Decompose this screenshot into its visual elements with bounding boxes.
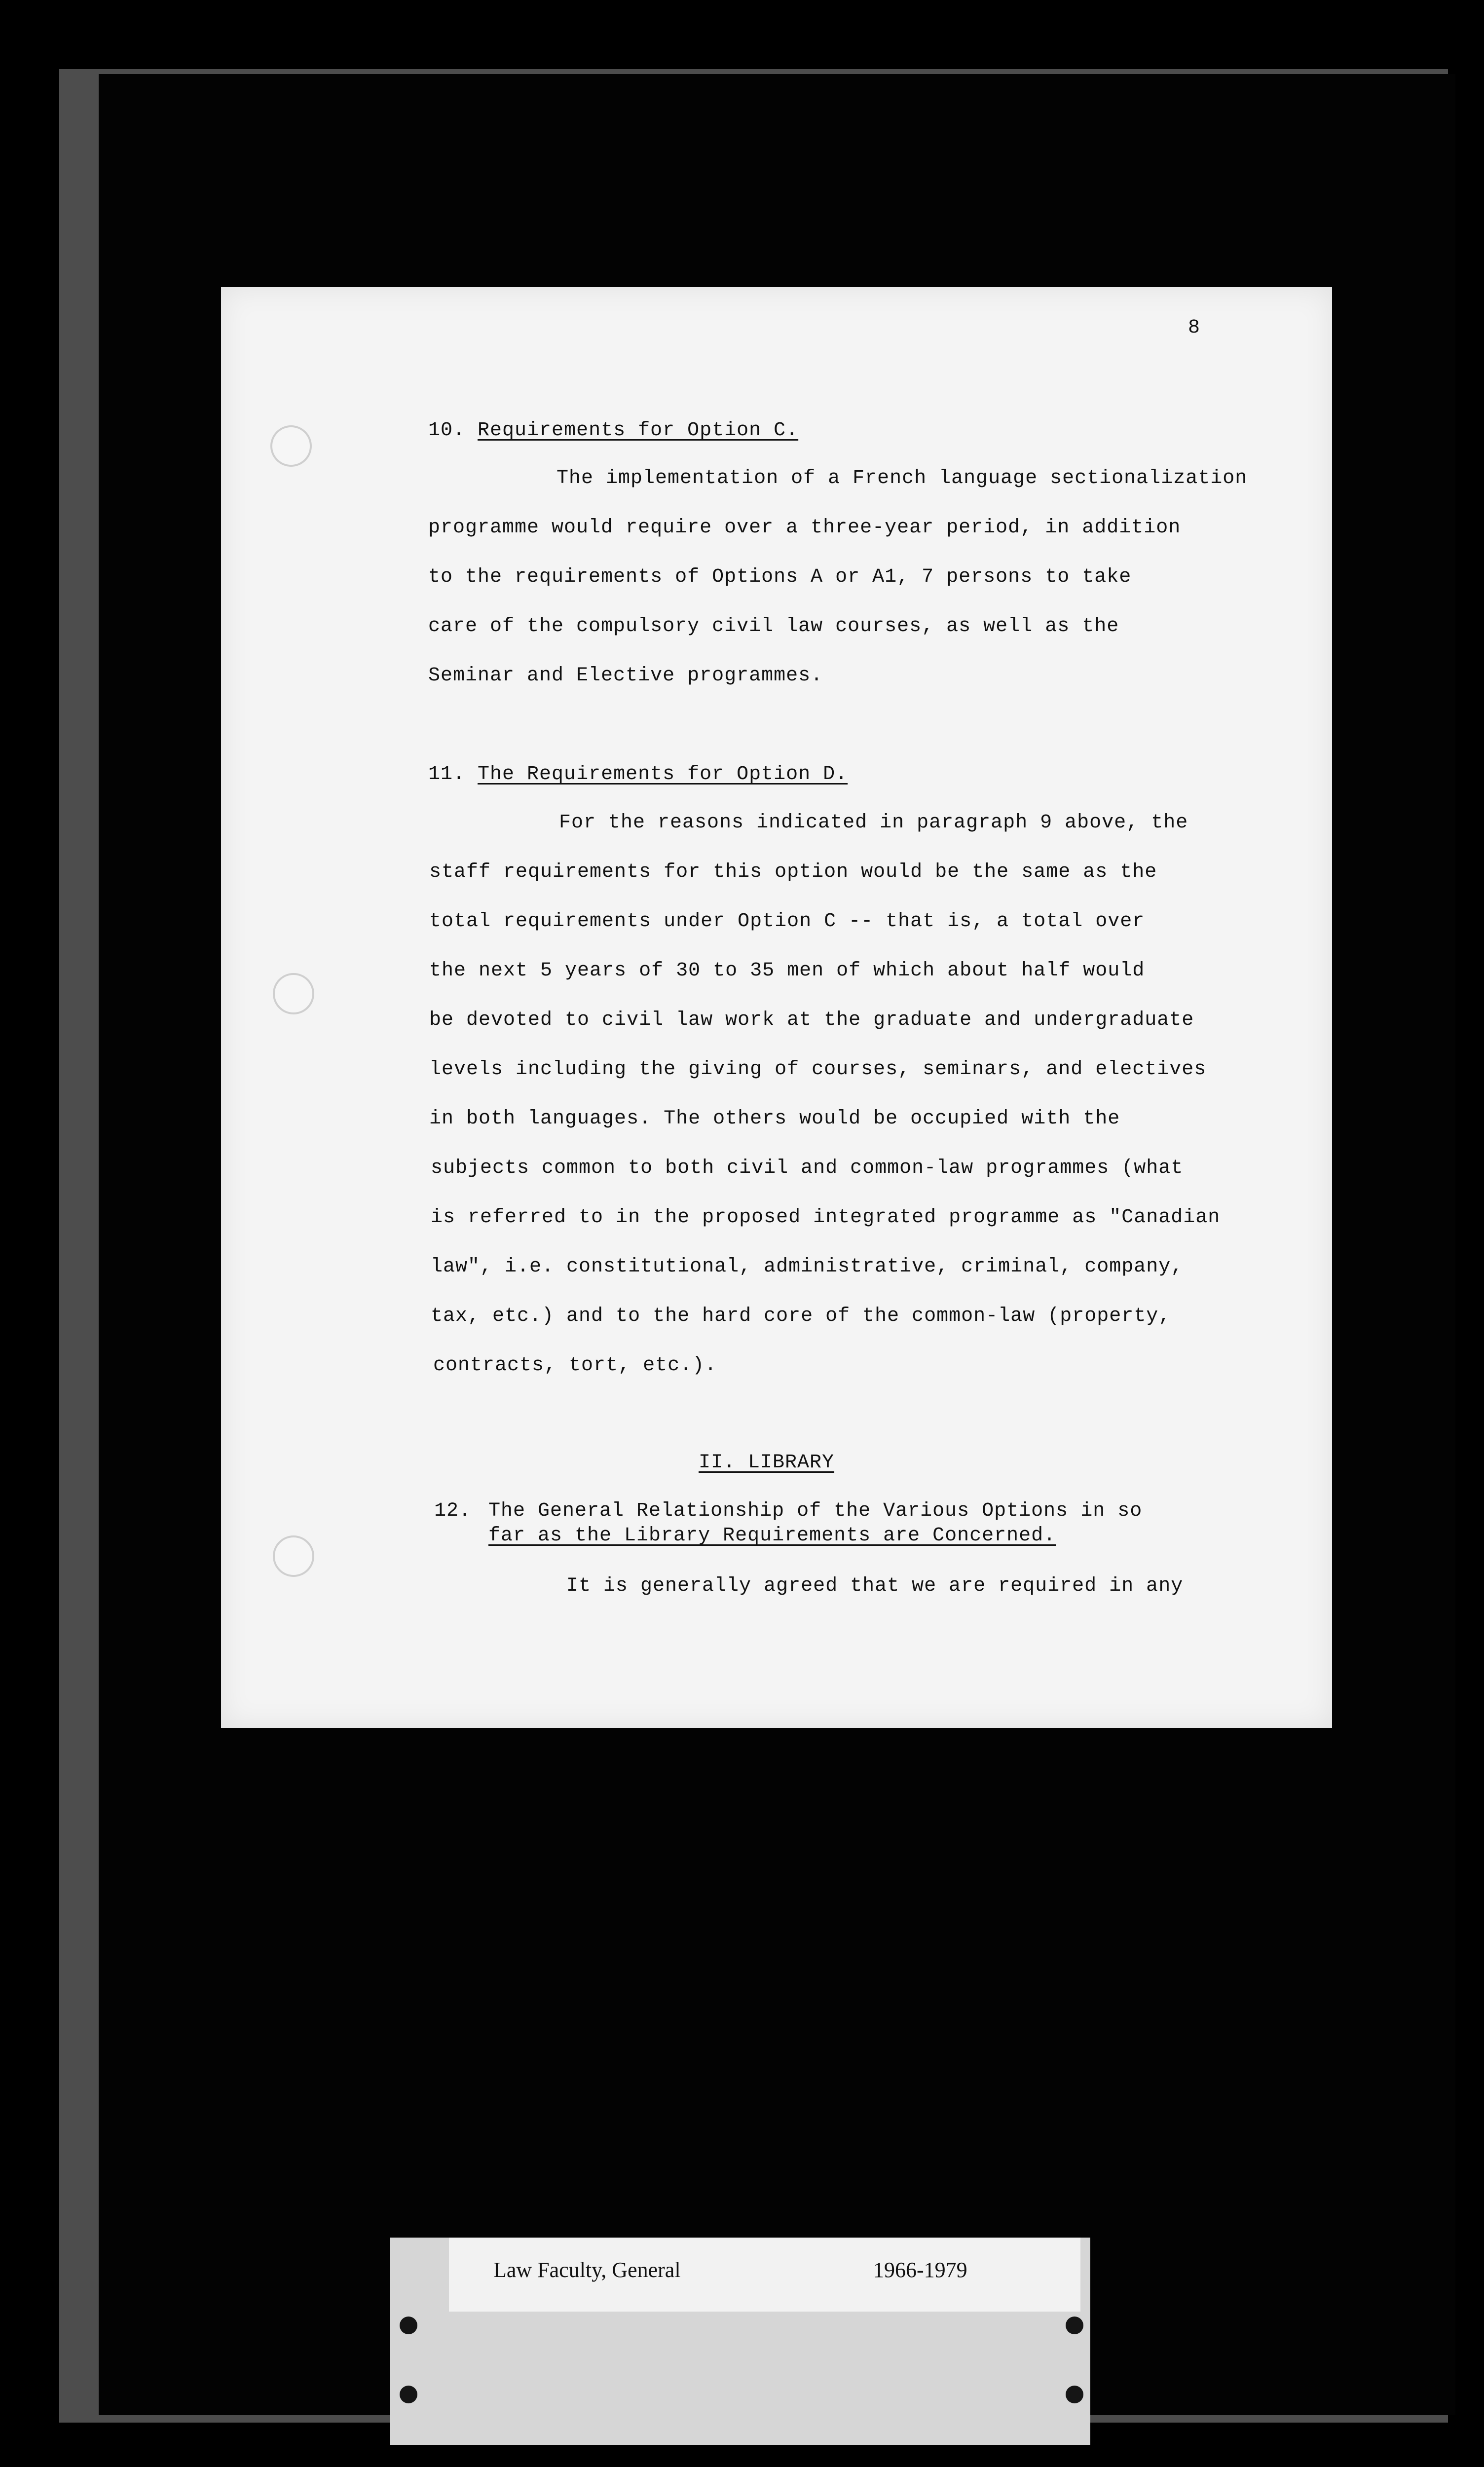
paragraph-line: to the requirements of Options A or A1, 7 persons to take [428,566,1132,588]
page-number: 8 [1188,317,1200,339]
paragraph-line: It is generally agreed that we are required in any [566,1575,1184,1597]
archive-series-label: Law Faculty, General [493,2258,681,2282]
part-heading: II. LIBRARY [699,1452,835,1474]
section-10-heading [428,419,798,442]
paragraph-line: in both languages. The others would be occupied with the [429,1108,1120,1130]
paragraph-line: care of the compulsory civil law courses, as well as the [428,615,1119,637]
section-number: 10. [428,419,466,442]
section-number: 11. [428,763,466,785]
paragraph-line: law", i.e. constitutional, administrative, criminal, company, [431,1256,1184,1278]
section-11-heading [428,763,848,785]
punch-hole [270,425,312,467]
punch-hole [273,1535,314,1577]
punch-hole [273,973,314,1014]
paragraph-line: the next 5 years of 30 to 35 men of which about half would [429,960,1145,982]
paragraph-line: levels including the giving of courses, seminars, and electives [429,1058,1207,1081]
paragraph-line: total requirements under Option C -- that is, a total over [429,910,1145,933]
card-punch-hole [1066,2386,1083,2403]
paragraph-line: be devoted to civil law work at the graduate and undergraduate [429,1009,1194,1031]
section-12-number: 12. [434,1500,472,1522]
paragraph-line: is referred to in the proposed integrated programme as "Canadian [431,1206,1221,1229]
card-punch-hole [1066,2317,1083,2334]
paragraph-line: programme would require over a three-year period, in addition [428,517,1181,539]
section-title: The Requirements for Option D. [478,763,848,785]
section-title: Requirements for Option C. [478,419,799,442]
document-page [221,287,1332,1728]
paragraph-line: The implementation of a French language sectionalization [556,467,1248,489]
paragraph-line: staff requirements for this option would be the same as the [429,861,1157,883]
archive-date-label: 1966-1979 [873,2258,967,2282]
archive-label-card [390,2238,1090,2445]
paragraph-line: tax, etc.) and to the hard core of the common-law (property, [431,1305,1171,1327]
paragraph-line: subjects common to both civil and common-law programmes (what [431,1157,1184,1179]
section-12-title-line2: far as the Library Requirements are Concerned. [488,1525,1056,1547]
paragraph-line: For the reasons indicated in paragraph 9 above, the [559,812,1188,834]
card-punch-hole [400,2317,417,2334]
card-punch-hole [400,2386,417,2403]
paragraph-line: Seminar and Elective programmes. [428,665,823,687]
paragraph-line: contracts, tort, etc.). [433,1354,717,1377]
section-12-title-line1: The General Relationship of the Various Options in so [488,1500,1143,1522]
